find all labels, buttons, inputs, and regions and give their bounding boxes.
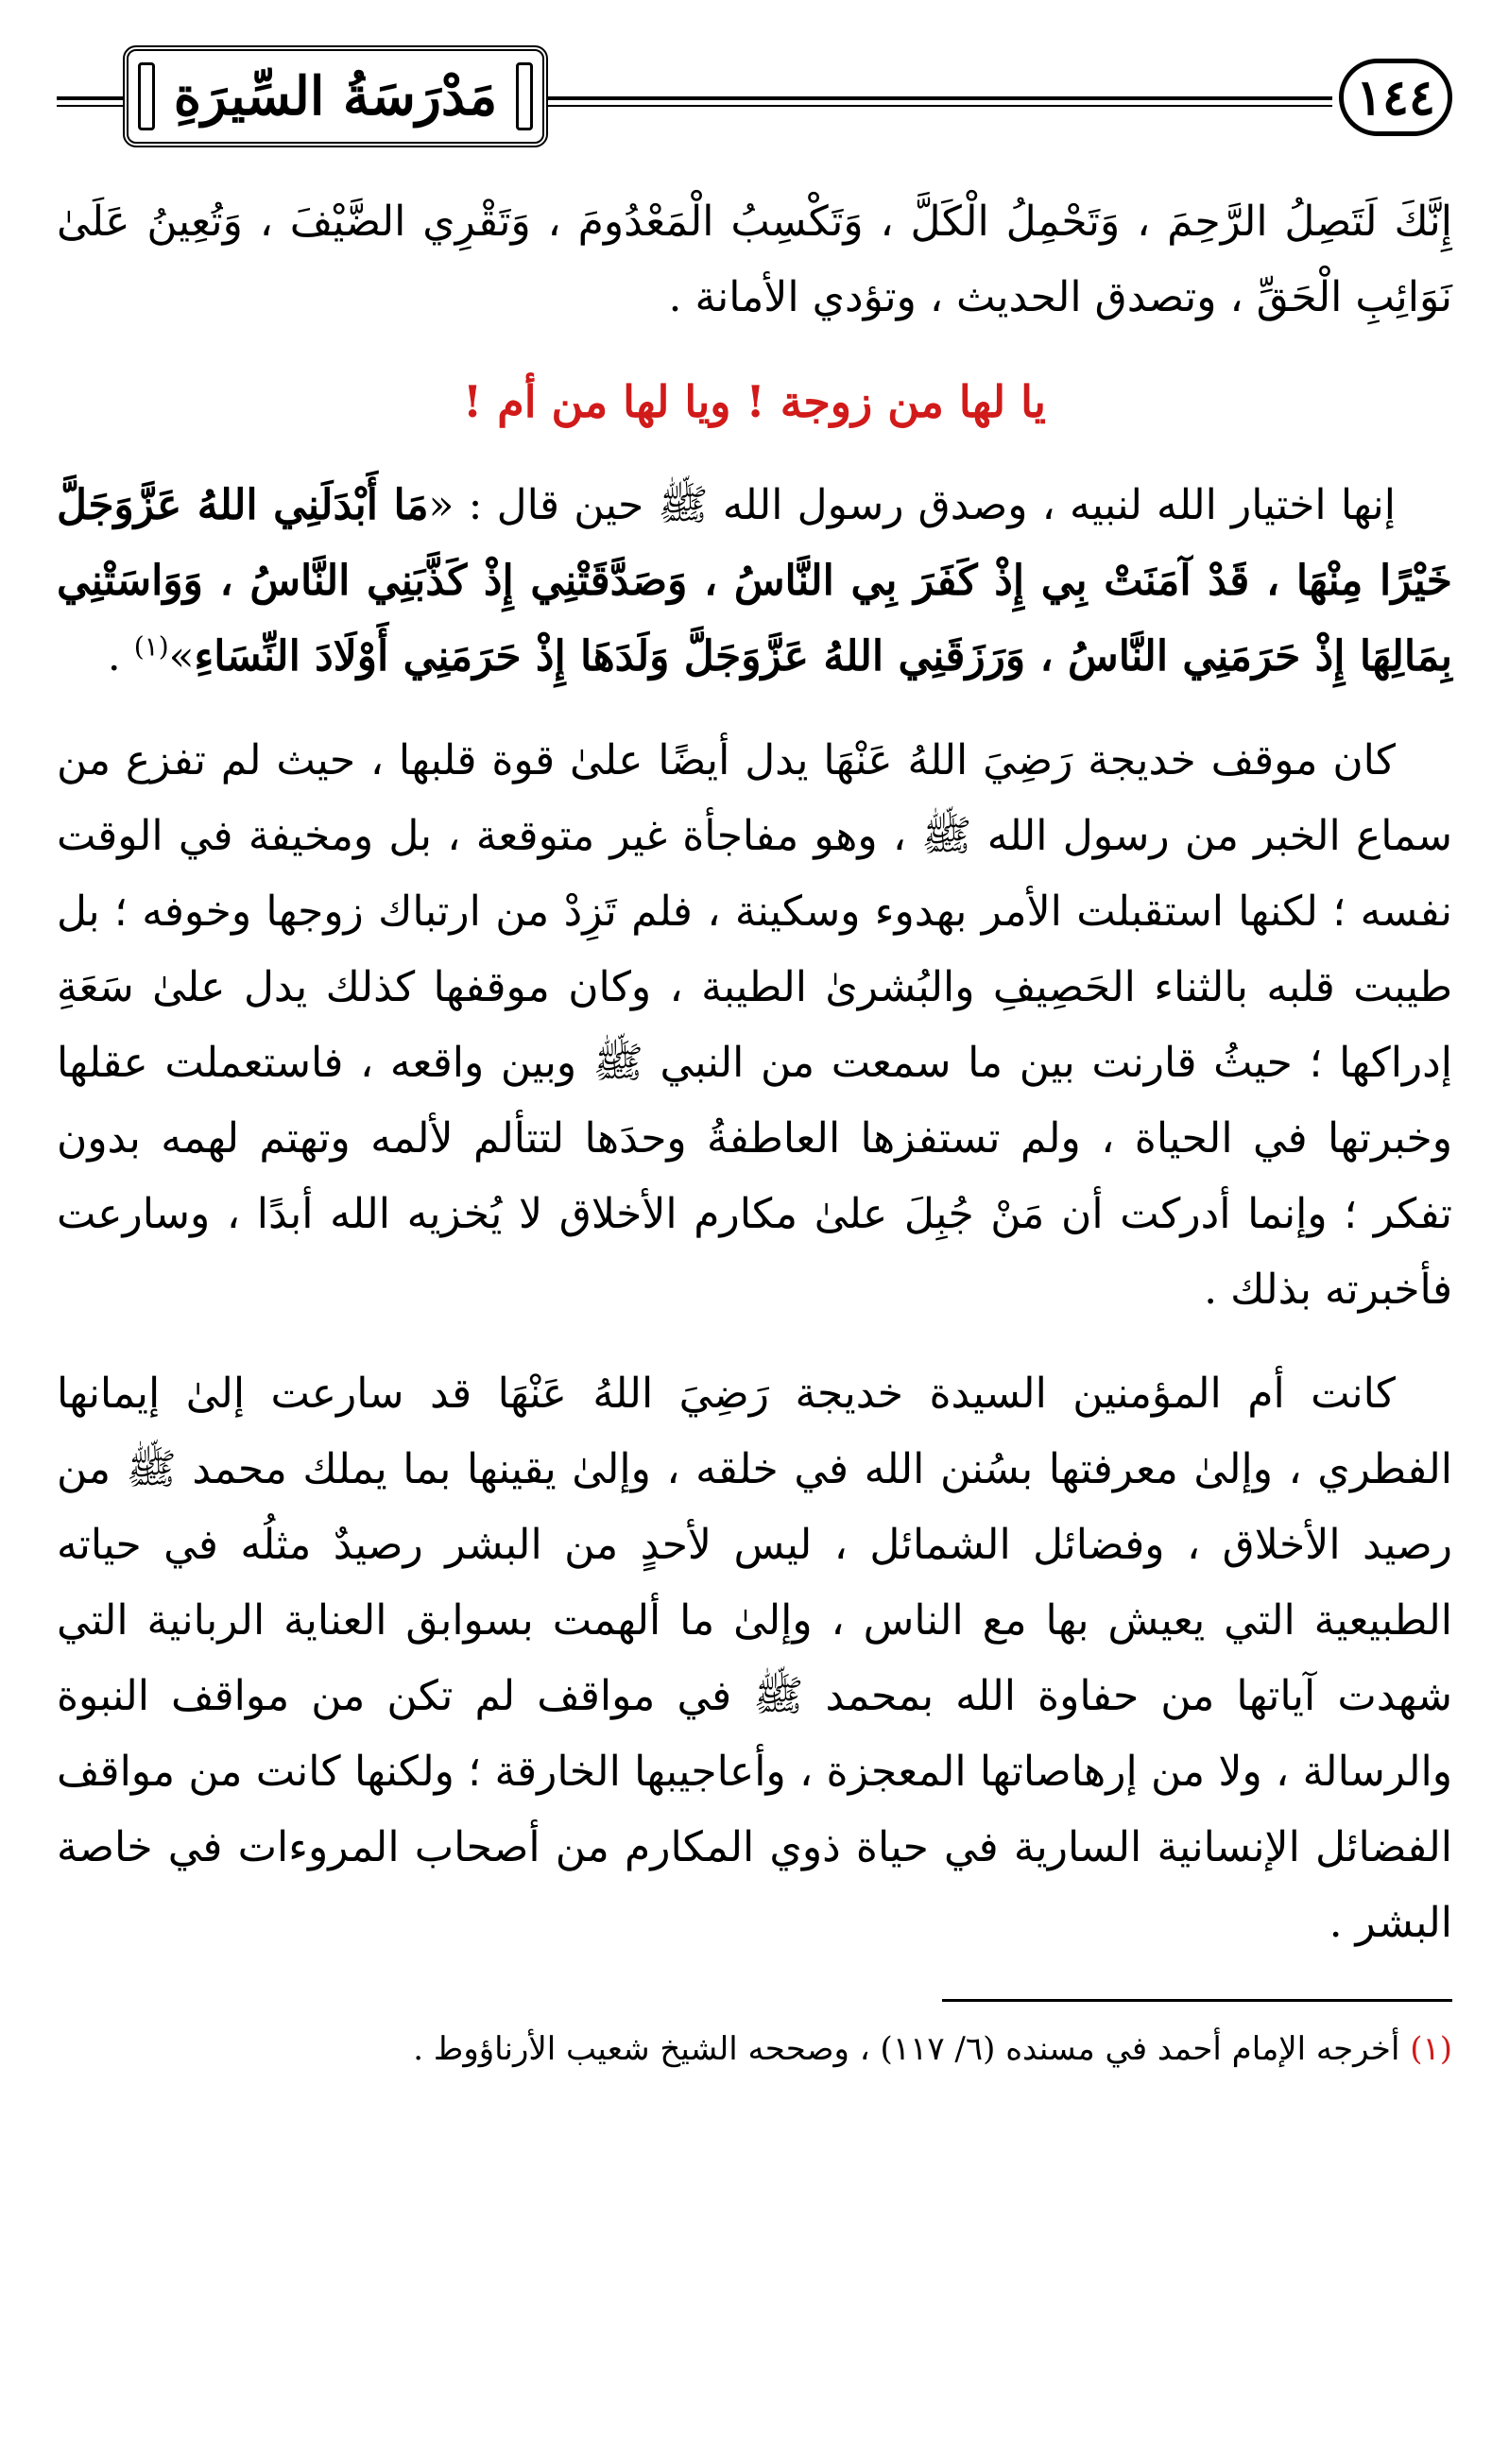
page-header bbox=[57, 38, 1452, 156]
footnote-reference[interactable]: (١) bbox=[133, 630, 169, 663]
page-number-badge bbox=[1339, 59, 1452, 136]
page-number: ١٤٤ bbox=[1356, 68, 1435, 127]
hadith-quote: مَا أَبْدَلَنِي اللهُ عَزَّوَجَلَّ خَيْرًا مِنْهَا ، قَدْ آمَنَتْ بِي إِذْ كَفَرَ بِي النَّاسُ ، وَصَدَّقَتْنِي إِذْ كَذَّبَنِي النَّاسُ ، وَوَاسَتْنِي بِمَالِهَا إِذْ حَرَمَنِي النَّاسُ ، وَرَزَقَنِي اللهُ عَزَّوَجَلَّ وَلَدَهَا إِذْ حَرَمَنِي أَوْلَادَ النِّسَاءِ bbox=[57, 481, 1452, 681]
section-heading: يا لها من زوجة ! ويا لها من أم ! bbox=[463, 376, 1046, 427]
paragraph-4: كانت أم المؤمنين السيدة خديجة رَضِيَ اللهُ عَنْهَا قد سارعت إلىٰ إيمانها الفطري ، وإلىٰ معرفتها بسُنن الله في خلقه ، وإلىٰ يقينها بما يملك محمد ﷺ من رصيد الأخلاق ، وفضائل الشمائل ، ليس لأحدٍ من البشر رصيدٌ مثلُه في حياته الطبيعية التي يعيش بها مع الناس ، وإلىٰ ما ألهمت بسوابق العناية الربانية التي شهدت آياتها من حفاوة الله بمحمد ﷺ في مواقف لم تكن من مواقف النبوة والرسالة ، ولا من إرهاصاتها المعجزة ، وأعاجيبها الخارقة ؛ ولكنها كانت من مواقف الفضائل الإنسانية السارية في حياة ذوي المكارم من أصحاب المروءات في خاصة البشر . bbox=[57, 1370, 1452, 1947]
paragraph-2-intro: إنها اختيار الله لنبيه ، وصدق رسول الله ﷺ حين قال : « bbox=[428, 481, 1396, 529]
header-rule-middle bbox=[548, 96, 1332, 107]
quote-close-mark: » bbox=[168, 632, 195, 681]
paragraph-2 bbox=[57, 468, 1452, 695]
footnote-marker: (١) bbox=[1410, 2030, 1452, 2068]
paragraph-1: إِنَّكَ لَتَصِلُ الرَّحِمَ ، وَتَحْمِلُ الْكَلَّ ، وَتَكْسِبُ الْمَعْدُومَ ، وَتَقْرِي الضَّيْفَ ، وَتُعِينُ عَلَىٰ نَوَائِبِ الْحَقِّ ، وتصدق الحديث ، وتؤدي الأمانة . bbox=[57, 198, 1452, 321]
paragraph-2-end: . bbox=[107, 632, 134, 681]
running-title-frame bbox=[123, 45, 548, 147]
footnote bbox=[57, 2021, 1452, 2077]
footnote-text: أخرجه الإمام أحمد في مسنده (٦/ ١١٧) ، وصححه الشيخ شعيب الأرناؤوط . bbox=[413, 2030, 1411, 2068]
page-body bbox=[57, 184, 1452, 1961]
paragraph-3: كان موقف خديجة رَضِيَ اللهُ عَنْهَا يدل أيضًا علىٰ قوة قلبها ، حيث لم تفزع من سماع الخبر من رسول الله ﷺ ، وهو مفاجأة غير متوقعة ، بل ومخيفة في الوقت نفسه ؛ لكنها استقبلت الأمر بهدوء وسكينة ، فلم تَزِدْ من ارتباك زوجها وخوفه ؛ بل طيبت قلبه بالثناء الحَصِيفِ والبُشرىٰ الطيبة ، وكان موقفها كذلك يدل علىٰ سَعَةِ إدراكها ؛ حيثُ قارنت بين ما سمعت من النبي ﷺ وبين واقعه ، فاستعملت عقلها وخبرتها في الحياة ، ولم تستفزها العاطفةُ وحدَها لتتألم لألمه وتهتم لهمه بدون تفكر ؛ وإنما أدركت أن مَنْ جُبِلَ علىٰ مكارم الأخلاق لا يُخزيه الله أبدًا ، وسارعت فأخبرته بذلك . bbox=[57, 736, 1452, 1314]
header-rule-left bbox=[57, 96, 123, 107]
running-title: مَدْرَسَةُ السِّيرَةِ bbox=[173, 65, 498, 128]
book-page bbox=[57, 38, 1452, 2420]
footnote-divider bbox=[942, 1999, 1452, 2002]
